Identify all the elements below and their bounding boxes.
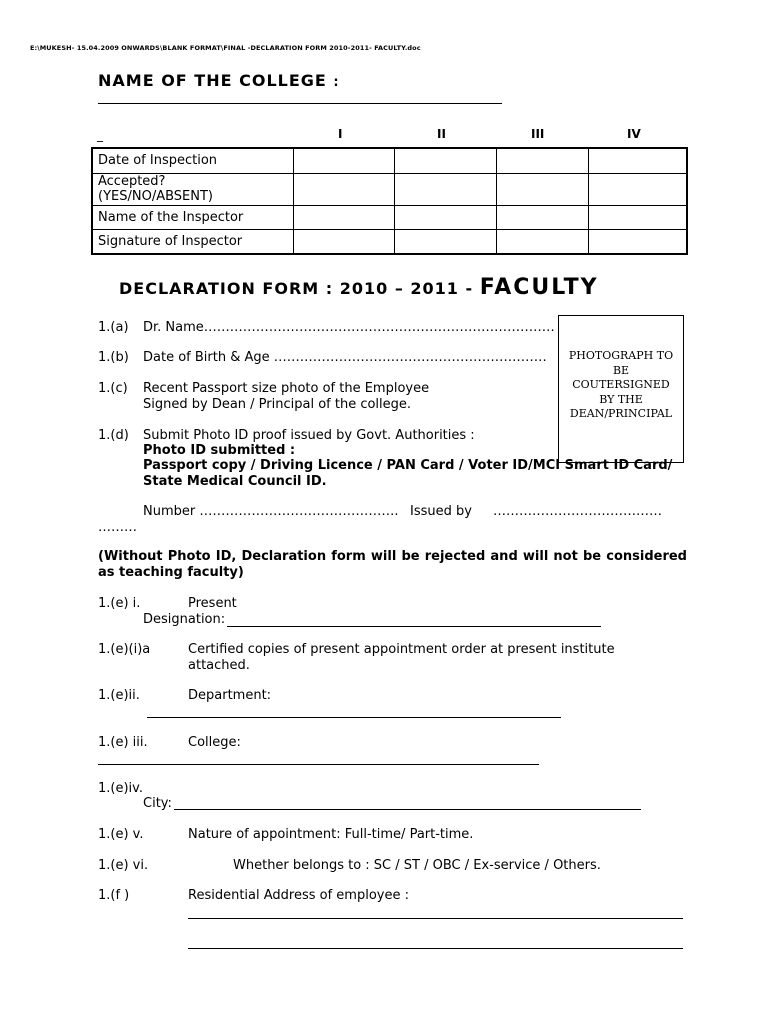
inspection-cell[interactable] [589, 229, 688, 254]
item-number: 1.(e) i. [98, 596, 141, 611]
column-header-1: I [338, 127, 343, 141]
appointment-order-note: attached. [188, 658, 250, 673]
issued-by-label: Issued by [410, 504, 472, 519]
issued-by-field-continuation[interactable]: ……… [98, 520, 137, 535]
form-title: DECLARATION FORM : 2010 – 2011 - FACULTY [119, 275, 599, 300]
item-number: 1.(e)ii. [98, 688, 140, 703]
item-number: 1.(f ) [98, 888, 130, 903]
address-field-line-1[interactable] [188, 918, 683, 919]
row-label: Date of Inspection [92, 148, 294, 173]
designation-label: Designation: [143, 612, 226, 627]
inspection-cell[interactable] [497, 229, 589, 254]
designation-field[interactable] [227, 626, 601, 627]
item-number: 1.(e) iii. [98, 735, 148, 750]
column-header-2: II [437, 127, 446, 141]
photo-id-options: Passport copy / Driving Licence / PAN Card / Voter ID/MCI Smart ID Card/ [143, 458, 673, 473]
address-field-line-2[interactable] [188, 948, 683, 949]
inspection-cell[interactable] [395, 205, 497, 229]
item-number: 1.(e) v. [98, 827, 144, 842]
table-row [92, 205, 687, 229]
doctor-name-field[interactable]: Dr. Name……………………………………………………………………… [143, 320, 555, 335]
college-field[interactable] [98, 764, 539, 765]
inspection-cell[interactable] [497, 205, 589, 229]
appointment-nature: Nature of appointment: Full-time/ Part-time. [188, 827, 474, 842]
inspection-cell[interactable] [395, 148, 497, 173]
photo-box: PHOTOGRAPH TO BE COUTERSIGNED BY THE DEAN/PRINCIPAL [558, 315, 684, 463]
item-number: 1.(e)(i)a [98, 642, 151, 657]
inspection-cell[interactable] [294, 148, 395, 173]
row-label: Accepted? (YES/NO/ABSENT) [92, 173, 294, 205]
item-number: 1.(b) [98, 350, 129, 365]
table-row [92, 148, 687, 173]
row-label: Name of the Inspector [92, 205, 294, 229]
inspection-cell[interactable] [497, 173, 589, 205]
row-label: Signature of Inspector [92, 229, 294, 254]
department-label: Department: [188, 688, 272, 703]
inspection-cell[interactable] [497, 148, 589, 173]
address-label: Residential Address of employee : [188, 888, 409, 903]
city-field[interactable] [174, 809, 641, 810]
department-field[interactable] [147, 717, 561, 718]
id-number-field[interactable]: Number ………………………………………. [143, 504, 399, 519]
rejection-warning: (Without Photo ID, Declaration form will be rejected and will not be considered as teaching faculty) [98, 549, 687, 580]
item-number: 1.(e)iv. [98, 781, 143, 796]
photo-instruction: Signed by Dean / Principal of the college. [143, 397, 412, 412]
dob-age-field[interactable]: Date of Birth & Age ……………………………………………………… [143, 350, 547, 365]
item-number: 1.(c) [98, 381, 128, 396]
table-row [92, 173, 687, 205]
college-label: NAME OF THE COLLEGE : [98, 71, 340, 90]
inspection-table [91, 147, 688, 255]
college-field-label: College: [188, 735, 241, 750]
inspection-cell[interactable] [395, 229, 497, 254]
city-label: City: [143, 796, 172, 811]
appointment-order-note: Certified copies of present appointment order at present institute [188, 642, 615, 657]
item-number: 1.(e) vi. [98, 858, 149, 873]
inspection-cell[interactable] [589, 173, 688, 205]
file-path: E:\MUKESH- 15.04.2009 ONWARDS\BLANK FORMAT\FINAL -DECLARATION FORM 2010-2011- FACULTY.doc [30, 44, 421, 52]
item-number: 1.(a) [98, 320, 129, 335]
issued-by-field[interactable]: ………………………………… [493, 504, 662, 519]
table-row [92, 229, 687, 254]
photo-id-label: Photo ID submitted : [143, 443, 296, 458]
column-header-3: III [531, 127, 545, 141]
photo-id-instruction: Submit Photo ID proof issued by Govt. Authorities : [143, 428, 475, 443]
photo-id-options: State Medical Council ID. [143, 474, 327, 489]
inspection-cell[interactable] [589, 148, 688, 173]
designation-label: Present [188, 596, 237, 611]
inspection-cell[interactable] [589, 205, 688, 229]
inspection-cell[interactable] [395, 173, 497, 205]
item-number: 1.(d) [98, 428, 129, 443]
photo-instruction: Recent Passport size photo of the Employee [143, 381, 430, 396]
category-options: Whether belongs to : SC / ST / OBC / Ex-service / Others. [233, 858, 601, 873]
inspection-cell[interactable] [294, 205, 395, 229]
column-header-4: IV [627, 127, 641, 141]
inspection-cell[interactable] [294, 173, 395, 205]
college-underline [98, 103, 502, 104]
stray-mark: _ [97, 128, 103, 142]
inspection-cell[interactable] [294, 229, 395, 254]
